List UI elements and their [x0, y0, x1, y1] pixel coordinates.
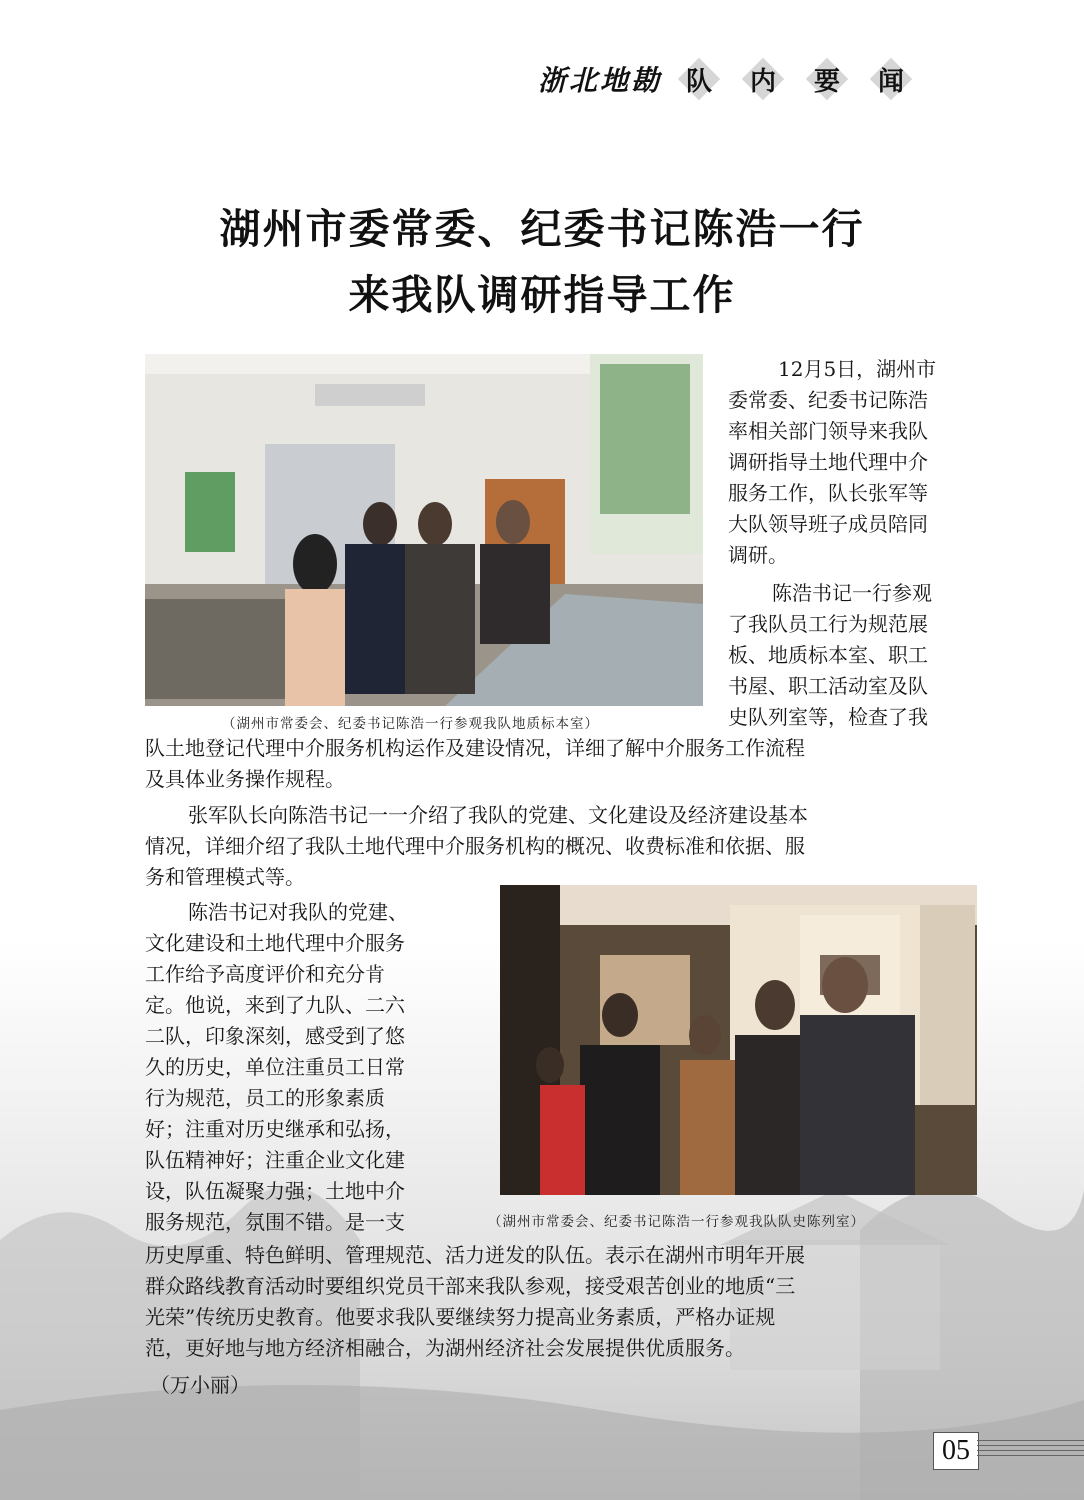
- paragraph-line: 率相关部门领导来我队: [728, 419, 928, 443]
- paragraph-line: 服务工作，队长张军等: [728, 481, 928, 505]
- section-char: 内: [742, 58, 784, 100]
- paragraph-line: 情况，详细介绍了我队土地代理中介服务机构的概况、收费标准和依据、服: [145, 834, 805, 858]
- paragraph-line: 光荣”传统历史教育。他要求我队要继续努力提高业务素质，严格办证规: [145, 1305, 776, 1329]
- paragraph-line: 陈浩书记一行参观: [772, 581, 932, 605]
- brand-label: 浙北地勘: [538, 64, 663, 97]
- paragraph-line: 久的历史，单位注重员工日常: [145, 1055, 405, 1079]
- paragraph-line: 书屋、职工活动室及队: [728, 674, 928, 698]
- paragraph-line: 队土地登记代理中介服务机构运作及建设情况，详细了解中介服务工作流程: [145, 736, 805, 760]
- paragraph-line: 队伍精神好；注重企业文化建: [145, 1148, 405, 1172]
- section-char: 队: [678, 58, 720, 100]
- paragraph-line: 范，更好地与地方经济相融合，为湖州经济社会发展提供优质服务。: [145, 1336, 745, 1360]
- photo-history-room: [500, 885, 977, 1195]
- photo-specimen-room: [145, 354, 703, 706]
- paragraph-line: 设，队伍凝聚力强；土地中介: [145, 1179, 405, 1203]
- section-char: 闻: [870, 58, 912, 100]
- paragraph-line: 大队领导班子成员陪同: [728, 512, 928, 536]
- paragraph-line: 12月5日，湖州市: [778, 357, 937, 381]
- article-title-line1: 湖州市委常委、纪委书记陈浩一行: [219, 205, 865, 253]
- paragraph-line: 了我队员工行为规范展: [728, 612, 928, 636]
- paragraph-line: 张军队长向陈浩书记一一介绍了我队的党建、文化建设及经济建设基本: [188, 803, 808, 827]
- paragraph-line: 群众路线教育活动时要组织党员干部来我队参观，接受艰苦创业的地质“三: [145, 1274, 796, 1298]
- section-title: [678, 58, 912, 100]
- photo1-caption: （湖州市常委会、纪委书记陈浩一行参观我队地质标本室）: [222, 716, 599, 732]
- paragraph-line: 调研指导土地代理中介: [728, 450, 928, 474]
- page-number-rule: [977, 1440, 1084, 1464]
- article-title-line2: 来我队调研指导工作: [348, 271, 736, 319]
- section-char: 要: [806, 58, 848, 100]
- paragraph-line: 板、地质标本室、职工: [728, 643, 928, 667]
- paragraph-line: 好；注重对历史继承和弘扬，: [145, 1117, 405, 1141]
- paragraph-line: 及具体业务操作规程。: [145, 767, 345, 791]
- paragraph-line: 陈浩书记对我队的党建、: [188, 900, 408, 924]
- page-number: 05: [933, 1432, 979, 1470]
- paragraph-line: 定。他说，来到了九队、二六: [145, 993, 405, 1017]
- paragraph-line: 委常委、纪委书记陈浩: [728, 388, 928, 412]
- paragraph-line: 二队，印象深刻，感受到了悠: [145, 1024, 405, 1048]
- paragraph-line: 史队列室等，检查了我: [728, 705, 928, 729]
- paragraph-line: 务和管理模式等。: [145, 865, 305, 889]
- paragraph-line: 服务规范，氛围不错。是一支: [145, 1210, 405, 1234]
- paragraph-line: 历史厚重、特色鲜明、管理规范、活力迸发的队伍。表示在湖州市明年开展: [145, 1243, 805, 1267]
- paragraph-line: 工作给予高度评价和充分肯: [145, 962, 385, 986]
- paragraph-line: 文化建设和土地代理中介服务: [145, 931, 405, 955]
- paragraph-line: 调研。: [728, 543, 788, 567]
- paragraph-line: 行为规范，员工的形象素质: [145, 1086, 385, 1110]
- author-credit: （万小丽）: [150, 1373, 250, 1397]
- photo2-caption: （湖州市常委会、纪委书记陈浩一行参观我队队史陈列室）: [488, 1214, 865, 1230]
- section-header: [538, 58, 978, 100]
